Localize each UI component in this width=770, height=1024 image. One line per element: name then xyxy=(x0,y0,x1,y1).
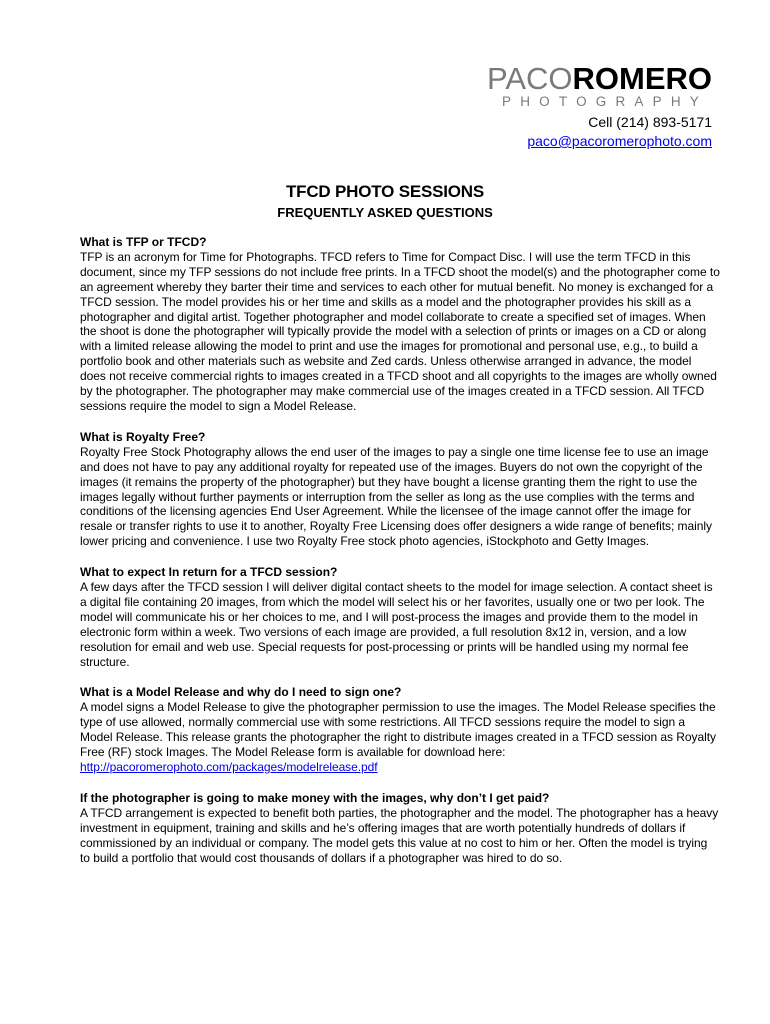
logo-first-name: PACO xyxy=(486,61,573,96)
faq-answer xyxy=(80,700,720,775)
faq-question: What is a Model Release and why do I need to sign one? xyxy=(80,685,402,700)
logo-tagline: PHOTOGRAPHY xyxy=(502,94,708,109)
letterhead xyxy=(412,61,712,149)
contact-block xyxy=(527,113,712,151)
faq-question: If the photographer is going to make money with the images, why don’t I get paid? xyxy=(80,790,550,805)
faq-answer: Royalty Free Stock Photography allows the end user of the images to pay a single one time license fee to use an image and does not have to pay any additional royalty for repeated use of the images. Buyers do not own the copyright of the images (it remains the property of the photographer) but they have bought a license granting them the right to use the images legally without further payments or interruption from the seller as long as the use complies with the terms and conditions of the licensing agencies End User Agreement. While the licensee of the image cannot offer the image for resale or transfer rights to use it to another, Royalty Free Licensing does offer designers a wide range of benefits; mainly lower pricing and convenience. I use two Royalty Free stock photo agencies, iStockphoto and Getty Images. xyxy=(80,444,712,549)
page-title: TFCD PHOTO SESSIONS xyxy=(285,182,485,201)
faq-answer: A few days after the TFCD session I will deliver digital contact sheets to the model for image selection. A contact sheet is a digital file containing 20 images, from which the model will select his or her favorites, usually one or two per look. The model will communicate his or her choices to me, and I will post-process the images and provide them to the model in electronic form within a week. Two versions of each image are provided, a full resolution 8x12 in, version, and a low resolution for email and web use. Special requests for post-processing or prints will be handled using my normal fee structure. xyxy=(80,580,713,669)
faq-answer: A TFCD arrangement is expected to benefit both parties, the photographer and the model. The photographer has a heavy investment in equipment, training and skills and he’s offering images that are worth potentially hundreds of dollars if commissioned by an individual or company. The model gets this value at no cost to him or her. Often the model is trying to build a portfolio that would cost thousands of dollars if a photographer was hired to do so. xyxy=(80,805,719,865)
faq-question: What is TFP or TFCD? xyxy=(80,235,207,249)
faq-item xyxy=(80,235,720,414)
faq-answer-text: A model signs a Model Release to give the photographer permission to use the images. The Model Release specifies the type of use allowed, normally commercial use with some restrictions. All TFCD sessions require the model to sign a Model Release. This release grants the photographer the right to distribute images created in a TFCD session as Royalty Free (RF) stock Images. The Model Release form is available for download here: xyxy=(80,700,716,760)
faq-item xyxy=(80,430,720,549)
logo-last-name: ROMERO xyxy=(572,61,712,96)
faq-question: What is Royalty Free? xyxy=(80,429,206,444)
faq-item xyxy=(80,685,720,774)
logo-wordmark xyxy=(487,62,712,96)
phone-number: Cell (214) 893-5171 xyxy=(588,114,712,130)
faq-question: What to expect In return for a TFCD session? xyxy=(80,565,338,580)
faq-item xyxy=(80,565,720,669)
logo xyxy=(412,62,712,114)
faq-item xyxy=(80,791,720,866)
document-header xyxy=(0,181,770,222)
email-link[interactable]: paco@pacoromerophoto.com xyxy=(527,133,712,149)
page-subtitle: FREQUENTLY ASKED QUESTIONS xyxy=(277,205,493,220)
model-release-link[interactable]: http://pacoromerophoto.com/packages/modelrelease.pdf xyxy=(80,760,378,774)
faq-list xyxy=(80,235,720,881)
faq-answer: TFP is an acronym for Time for Photographs. TFCD refers to Time for Compact Disc. I will use the term TFCD in this document, since my TFP sessions do not include free prints. In a TFCD shoot the model(s) and the photographer come to an agreement whereby they barter their time and services to each other for mutual benefit. No money is exchanged for a TFCD session. The model provides his or her time and skills as a model and the photographer provides his skill as a photographer and digital artist. Together photographer and model collaborate to create a specified set of images. When the shoot is done the photographer will typically provide the model with a selection of prints or images on a CD or along with a limited release allowing the model to print and use the images for promotional and personal use, e.g., to build a portfolio book and other materials such as website and Zed cards. Unless otherwise arranged in advance, the model does not receive commercial rights to images created in a TFCD shoot and all copyrights to the images are wholly owned by the photographer. The photographer may make commercial use of the images created in a TFCD session. All TFCD sessions require the model to sign a Model Release. xyxy=(80,249,720,413)
